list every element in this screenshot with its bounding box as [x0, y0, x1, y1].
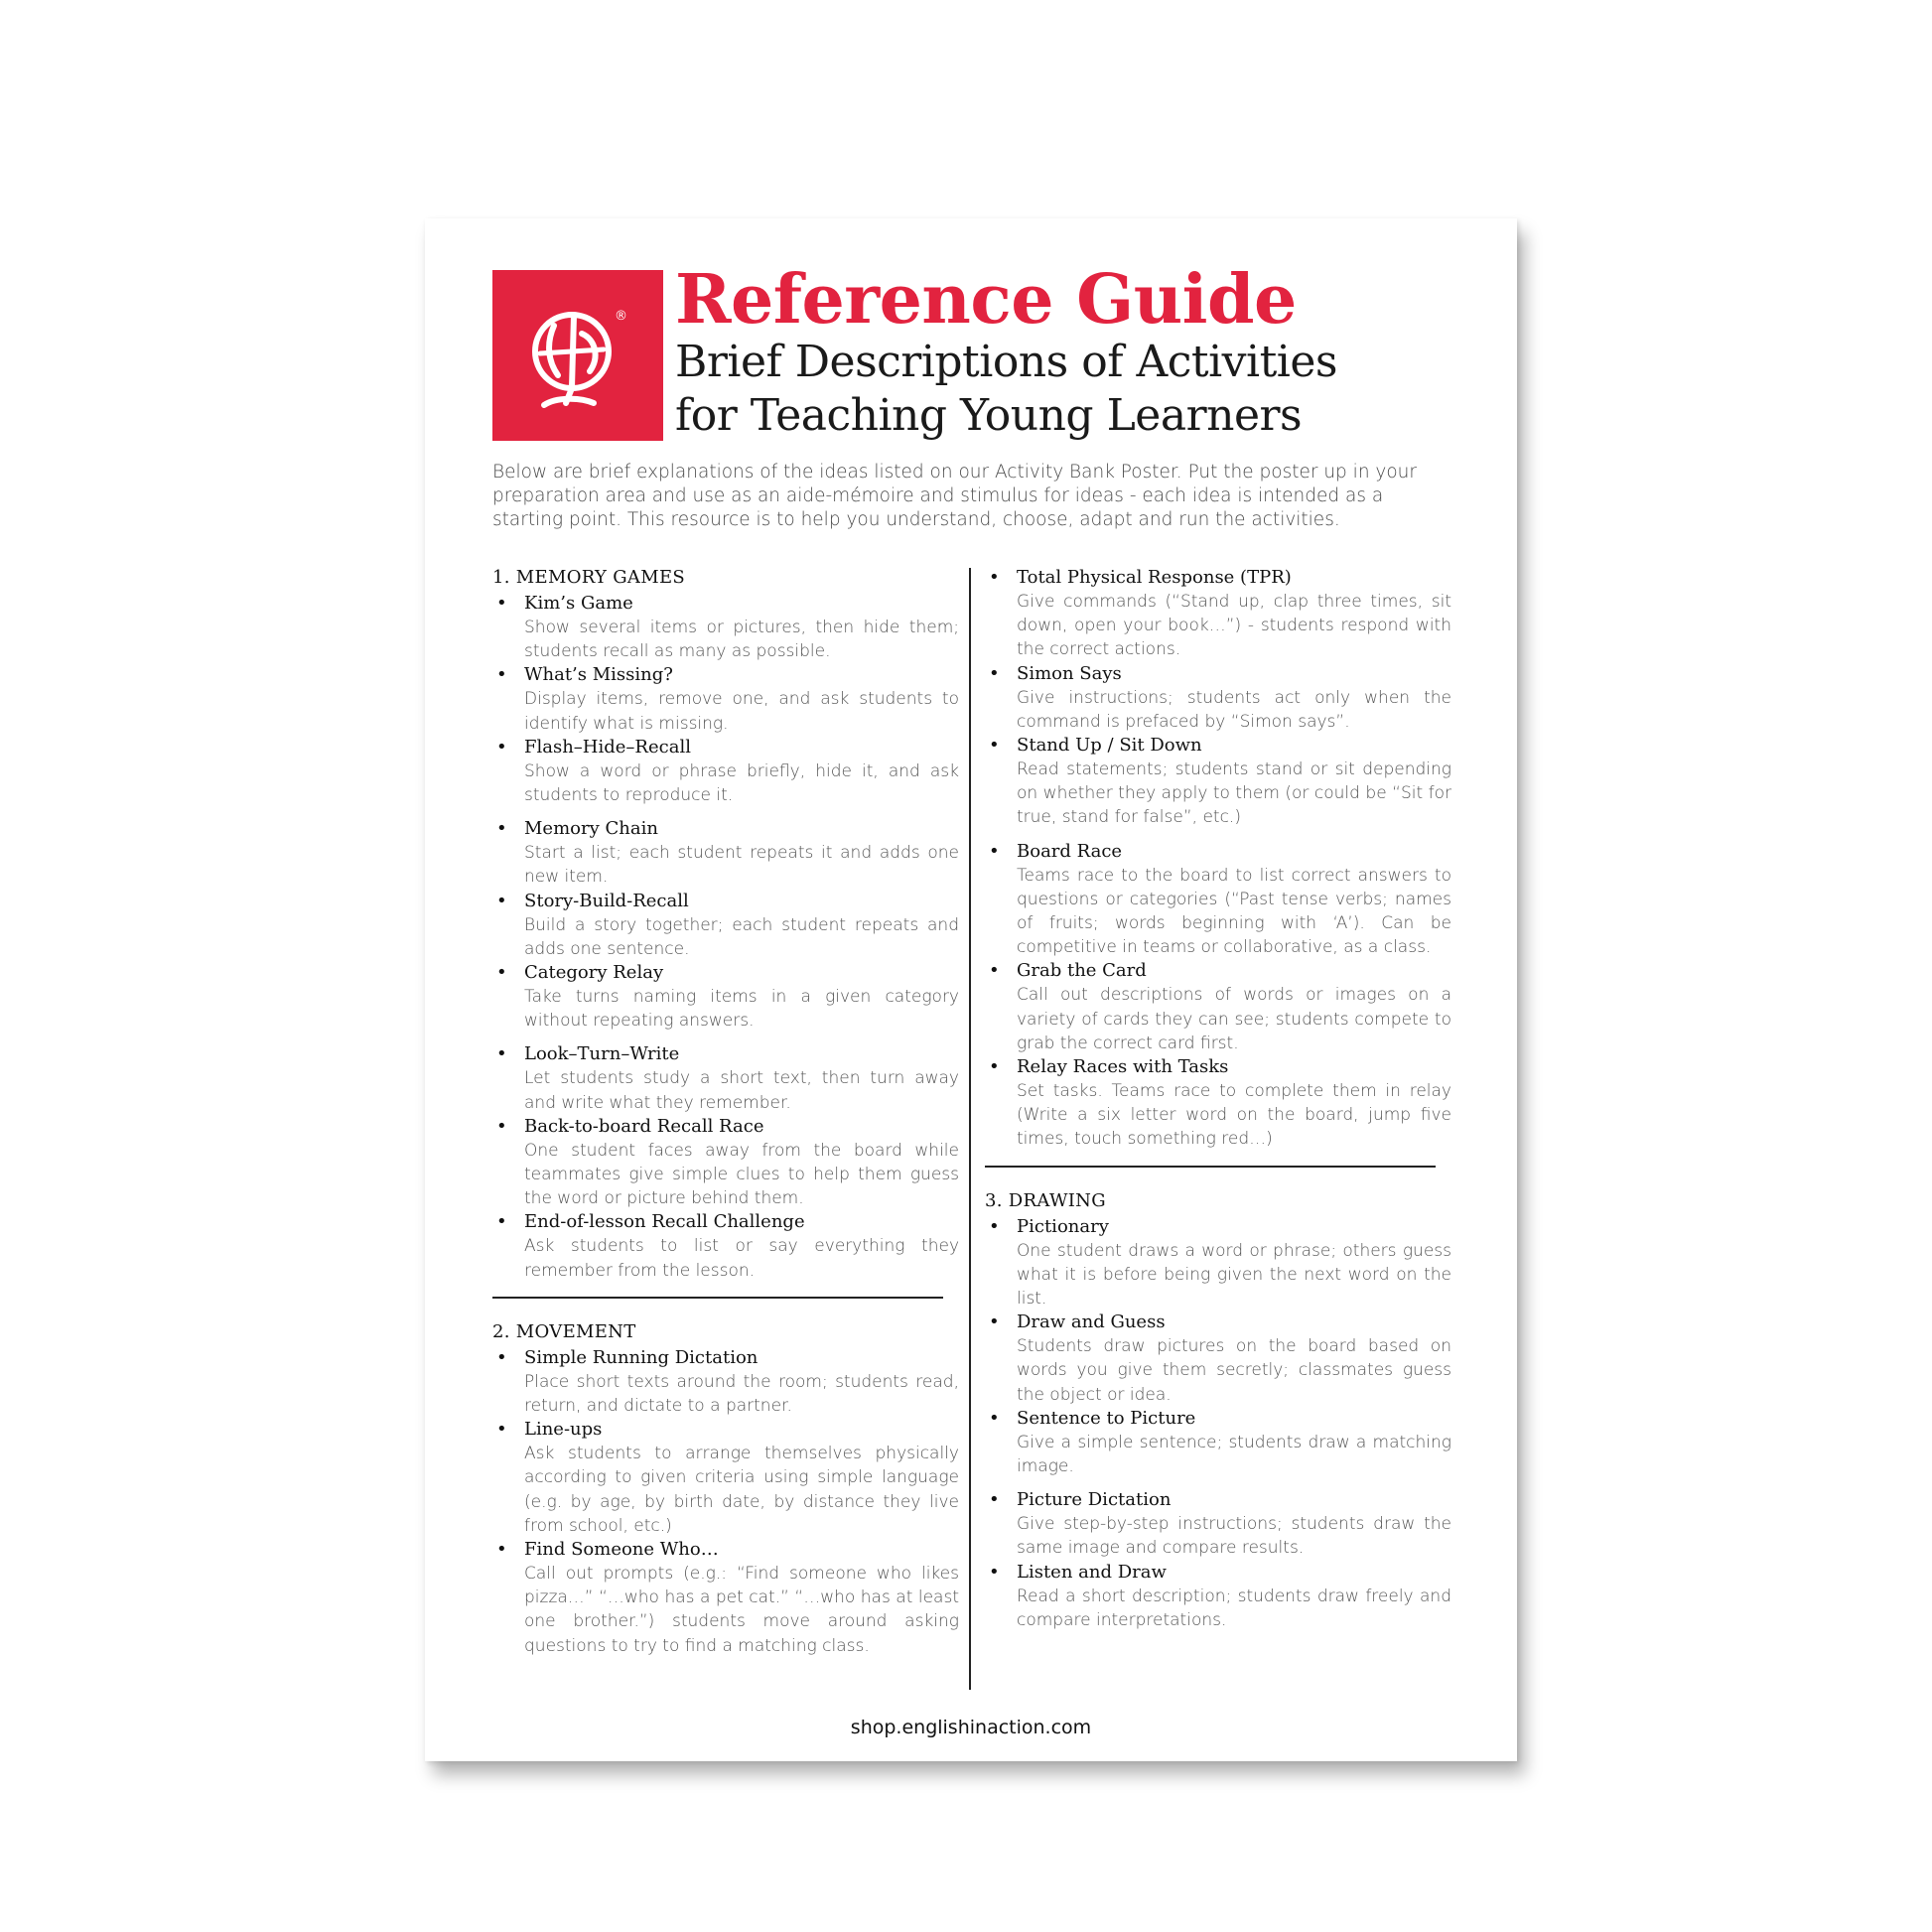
list-item [492, 817, 959, 889]
activity-name: • Story-Build-Recall [524, 890, 689, 911]
page-title: Reference Guide [675, 260, 1297, 340]
section-title-memory: 1. MEMORY GAMES [492, 567, 686, 588]
activity-description: Read statements; students stand or sit depending on whether they apply to them (or could be “Sit for true, stand for false”, etc.) [1017, 759, 1451, 828]
reference-guide-sheet [425, 218, 1517, 1761]
activity-name: • Look–Turn–Write [524, 1043, 680, 1065]
activity-name: • Sentence to Picture [1017, 1407, 1196, 1429]
list-item [985, 1311, 1451, 1407]
registered-mark: ® [615, 309, 627, 324]
list-item [492, 736, 959, 807]
list-item [985, 1561, 1451, 1632]
activity-name: • What’s Missing? [524, 664, 673, 686]
list-item [985, 1055, 1451, 1152]
list-item [492, 592, 959, 663]
list-item [492, 1346, 959, 1418]
intro-paragraph: Below are brief explanations of the ideas listed on our Activity Bank Poster. Put the poster up in your preparation area and use as an aide-mémoire and stimulus for ideas - each idea is intended as a starting point. This resource is to help you understand, choose, adapt and run the activities. [492, 462, 1418, 530]
activity-description: Give instructions; students act only when the command is prefaced by “Simon says”. [1017, 687, 1451, 732]
activity-name: • Simple Running Dictation [524, 1346, 759, 1368]
activity-description: Give step-by-step instructions; students draw the same image and compare results. [1017, 1514, 1451, 1559]
activity-name: • Relay Races with Tasks [1017, 1056, 1229, 1078]
subtitle-line-2: for Teaching Young Learners [675, 390, 1303, 441]
activity-name: • Pictionary [1017, 1215, 1109, 1237]
list-item [985, 566, 1451, 662]
activity-description: Start a list; each student repeats it and adds one new item. [524, 843, 959, 888]
activity-description: Students draw pictures on the board based on words you give them secretly; classmates guess the object or idea. [1017, 1336, 1451, 1405]
activity-description: Call out descriptions of words or images on a variety of cards they can see; students compete to grab the correct card first. [1017, 985, 1451, 1053]
activity-name: • Simon Says [1017, 662, 1122, 684]
list-item [985, 959, 1451, 1055]
activity-name: • Category Relay [524, 962, 664, 984]
activity-name: • Board Race [1017, 840, 1123, 862]
activity-description: Give commands (“Stand up, clap three times, sit down, open your book…”) - students respond with the correct actions. [1017, 592, 1451, 660]
activity-name: • Grab the Card [1017, 960, 1147, 982]
list-item [985, 1407, 1451, 1478]
eia-logo [492, 270, 663, 441]
list-item [492, 1042, 959, 1114]
activity-description: Place short texts around the room; students read, return, and dictate to a partner. [524, 1371, 959, 1417]
activity-description: One student draws a word or phrase; others guess what it is before being given the next word on the list. [1017, 1240, 1451, 1310]
activity-description: Set tasks. Teams race to complete them in relay (Write a six letter word on the board, jump five times, touch something red…) [1017, 1081, 1451, 1150]
list-item [492, 1538, 959, 1658]
activity-description: One student faces away from the board while teammates give simple clues to help them guess the word or picture behind them. [524, 1140, 959, 1209]
activity-description: Take turns naming items in a given category without repeating answers. [524, 987, 959, 1032]
section-title-movement: 2. MOVEMENT [492, 1320, 636, 1342]
list-item [985, 840, 1451, 960]
activity-name: • Draw and Guess [1017, 1311, 1166, 1333]
activity-description: Ask students to list or say everything they remember from the lesson. [524, 1236, 959, 1281]
activity-description: Call out prompts (e.g.: “Find someone who likes pizza…” “…who has a pet cat.” “…who has at least one brother.”) students move around asking questions to try to find a matching class. [524, 1564, 959, 1656]
activity-name: • Flash–Hide–Recall [524, 736, 691, 758]
activity-description: Show a word or phrase briefly, hide it, and ask students to reproduce it. [524, 760, 959, 806]
activity-description: Let students study a short text, then turn away and write what they remember. [524, 1068, 959, 1113]
footer-url: shop.englishinaction.com [850, 1717, 1092, 1738]
activity-name: • Line-ups [524, 1419, 603, 1441]
list-item [492, 1418, 959, 1538]
subtitle-line-1: Brief Descriptions of Activities [675, 337, 1337, 387]
activity-name: • Kim’s Game [524, 593, 633, 614]
page-subtitle [675, 336, 1337, 443]
activity-name: • Find Someone Who… [524, 1539, 719, 1561]
list-item [985, 1488, 1451, 1560]
section-divider [492, 1297, 943, 1299]
list-item [492, 1210, 959, 1282]
list-item [492, 890, 959, 961]
list-item [985, 1215, 1451, 1311]
activity-name: • Stand Up / Sit Down [1017, 735, 1202, 757]
activity-description: Build a story together; each student repeats and adds one sentence. [524, 914, 959, 959]
list-item [492, 961, 959, 1033]
activity-name: • Back-to-board Recall Race [524, 1115, 764, 1137]
left-column [492, 566, 959, 1658]
right-column [985, 566, 1451, 1632]
list-item [492, 663, 959, 735]
activity-description: Give a simple sentence; students draw a matching image. [1017, 1432, 1451, 1477]
activity-name: • Total Physical Response (TPR) [1017, 567, 1292, 588]
globe-logo-icon [492, 270, 663, 441]
activity-description: Teams race to the board to list correct answers to questions or categories (“Past tense verbs; names of fruits; words beginning with ‘A’). Can be competitive in teams or collaborative, as a class. [1017, 865, 1451, 958]
list-item [985, 662, 1451, 734]
activity-description: Ask students to arrange themselves physically according to given criteria using simple language (e.g. by age, by birth date, by distance they live from school, etc.) [524, 1444, 959, 1536]
activity-name: • Memory Chain [524, 818, 658, 840]
activity-name: • Listen and Draw [1017, 1561, 1167, 1583]
activity-description: Show several items or pictures, then hide them; students recall as many as possible. [524, 618, 959, 662]
column-divider [969, 568, 971, 1690]
section-divider [985, 1166, 1436, 1168]
activity-name: • Picture Dictation [1017, 1489, 1172, 1511]
list-item [492, 1115, 959, 1211]
list-item [985, 734, 1451, 830]
activity-description: Display items, remove one, and ask students to identify what is missing. [524, 689, 959, 734]
section-title-drawing: 3. DRAWING [985, 1189, 1106, 1211]
activity-description: Read a short description; students draw freely and compare interpretations. [1017, 1586, 1451, 1630]
activity-name: • End-of-lesson Recall Challenge [524, 1211, 805, 1233]
